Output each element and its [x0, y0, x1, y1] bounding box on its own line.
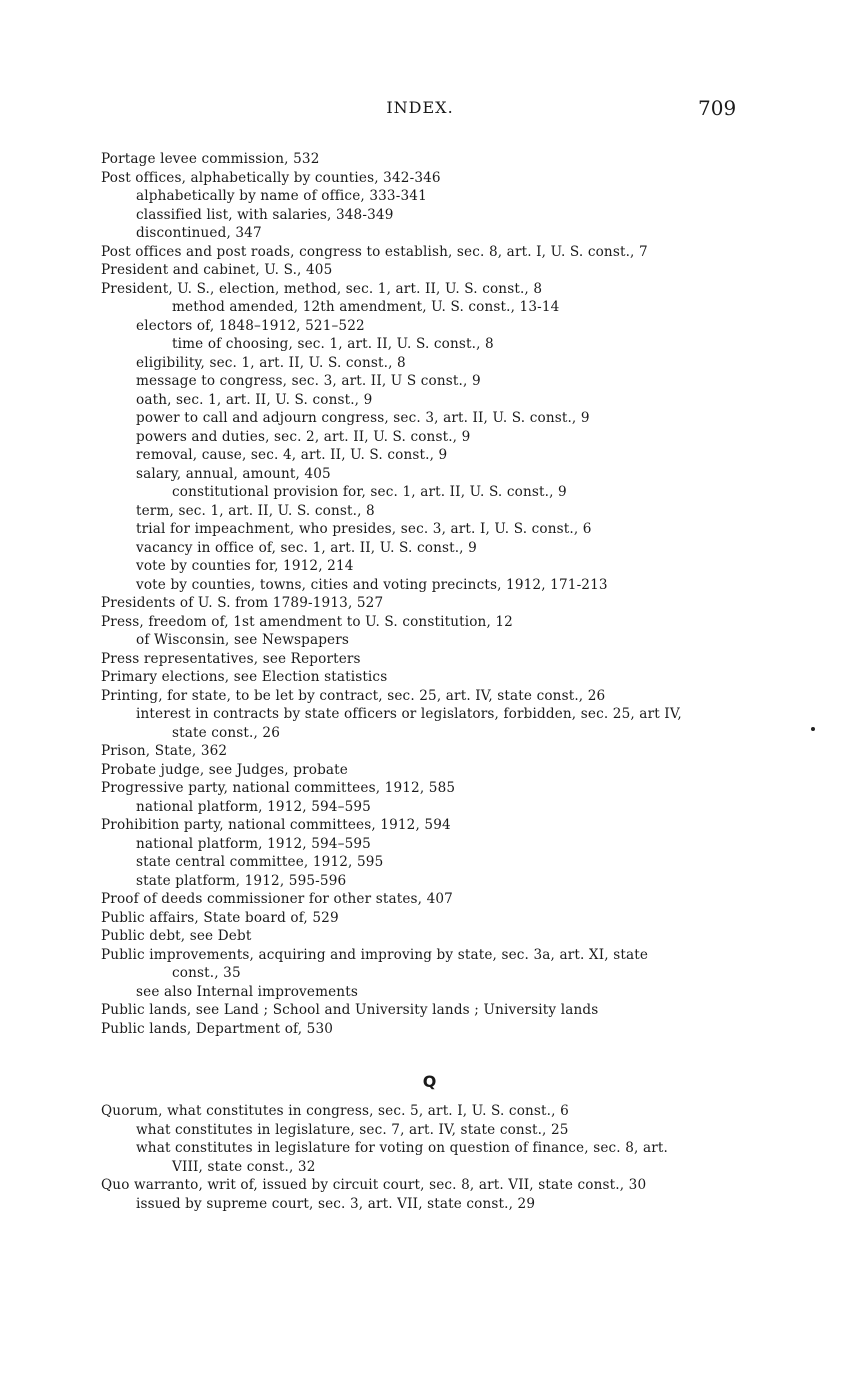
index-entry: Post offices, alphabetically by counties, 342-346	[101, 169, 441, 186]
index-entry: Public affairs, State board of, 529	[101, 909, 339, 926]
index-entries-q	[101, 1102, 751, 1213]
index-subentry: term, sec. 1, art. II, U. S. const., 8	[136, 502, 375, 519]
index-continuation: const., 35	[172, 965, 241, 981]
index-entry: Probate judge, see Judges, probate	[101, 761, 348, 778]
page-header	[0, 96, 859, 122]
index-subentry: salary, annual, amount, 405	[136, 465, 331, 482]
index-entry: Quorum, what constitutes in congress, sec. 5, art. I, U. S. const., 6	[101, 1103, 569, 1119]
index-subentry: state central committee, 1912, 595	[136, 854, 384, 870]
index-entry: Prohibition party, national committees, 1912, 594	[101, 817, 451, 833]
index-entry: Prison, State, 362	[101, 743, 228, 759]
index-subentry: national platform, 1912, 594–595	[136, 798, 371, 815]
index-subentry: vote by counties for, 1912, 214	[136, 558, 354, 574]
index-subentry: powers and duties, sec. 2, art. II, U. S. const., 9	[136, 428, 471, 445]
index-subentry: what constitutes in legislature for voting on question of finance, sec. 8, art.	[136, 1140, 668, 1156]
index-continuation: method amended, 12th amendment, U. S. const., 13-14	[172, 299, 560, 315]
index-entry: Public lands, see Land ; School and University lands ; University lands	[101, 1002, 599, 1018]
ink-speck	[811, 727, 815, 731]
index-subentry: vote by counties, towns, cities and voting precincts, 1912, 171-213	[136, 576, 608, 593]
index-entry: Public lands, Department of, 530	[101, 1020, 334, 1037]
index-entry: Public debt, see Debt	[101, 928, 252, 944]
index-entry: Quo warranto, writ of, issued by circuit court, sec. 8, art. VII, state const., 30	[101, 1177, 647, 1193]
index-entry: Press, freedom of, 1st amendment to U. S. constitution, 12	[101, 613, 513, 630]
index-continuation: time of choosing, sec. 1, art. II, U. S. const., 8	[172, 336, 494, 352]
index-entry: President and cabinet, U. S., 405	[101, 262, 333, 278]
index-subentry: oath, sec. 1, art. II, U. S. const., 9	[136, 391, 373, 408]
index-subentry: eligibility, sec. 1, art. II, U. S. const., 8	[136, 354, 406, 371]
index-subentry: discontinued, 347	[136, 225, 262, 241]
index-subentry: message to congress, sec. 3, art. II, U S const., 9	[136, 373, 481, 389]
running-title: INDEX.	[386, 98, 454, 117]
index-entries-p	[101, 150, 751, 1038]
index-entry: Proof of deeds commissioner for other states, 407	[101, 891, 453, 907]
index-subentry: vacancy in office of, sec. 1, art. II, U. S. const., 9	[136, 539, 477, 556]
index-continuation: state const., 26	[172, 724, 281, 741]
index-entry: Public improvements, acquiring and improving by state, sec. 3a, art. XI, state	[101, 946, 649, 963]
index-entry: Presidents of U. S. from 1789-1913, 527	[101, 595, 384, 611]
index-subentry: interest in contracts by state officers or legislators, forbidden, sec. 25, art IV,	[136, 706, 682, 722]
index-subentry: power to call and adjourn congress, sec. 3, art. II, U. S. const., 9	[136, 410, 590, 426]
index-subentry: alphabetically by name of office, 333-341	[136, 188, 427, 204]
index-entry: Progressive party, national committees, 1912, 585	[101, 780, 456, 796]
index-entry: Press representatives, see Reporters	[101, 650, 361, 667]
index-subentry: classified list, with salaries, 348-349	[136, 206, 394, 223]
index-subentry: see also Internal improvements	[136, 983, 358, 1000]
index-subentry: national platform, 1912, 594–595	[136, 835, 371, 852]
index-entry: Post offices and post roads, congress to establish, sec. 8, art. I, U. S. const., 7	[101, 243, 648, 260]
index-continuation: VIII, state const., 32	[172, 1158, 316, 1175]
index-subentry: issued by supreme court, sec. 3, art. VII, state const., 29	[136, 1195, 536, 1212]
index-continuation: constitutional provision for, sec. 1, art. II, U. S. const., 9	[172, 484, 567, 500]
index-entry: Printing, for state, to be let by contract, sec. 25, art. IV, state const., 26	[101, 687, 606, 704]
index-entry: Portage levee commission, 532	[101, 151, 320, 167]
section-heading-q: Q	[422, 1072, 437, 1091]
index-subentry: state platform, 1912, 595-596	[136, 872, 347, 889]
index-subentry: removal, cause, sec. 4, art. II, U. S. const., 9	[136, 447, 448, 463]
index-entry: Primary elections, see Election statistics	[101, 669, 388, 685]
index-subentry: what constitutes in legislature, sec. 7, art. IV, state const., 25	[136, 1121, 569, 1138]
index-entry: President, U. S., election, method, sec. 1, art. II, U. S. const., 8	[101, 280, 543, 297]
page-number: 709	[698, 96, 737, 120]
index-subentry: electors of, 1848–1912, 521–522	[136, 317, 365, 334]
index-subentry: trial for impeachment, who presides, sec. 3, art. I, U. S. const., 6	[136, 521, 592, 537]
index-subentry: of Wisconsin, see Newspapers	[136, 632, 350, 648]
